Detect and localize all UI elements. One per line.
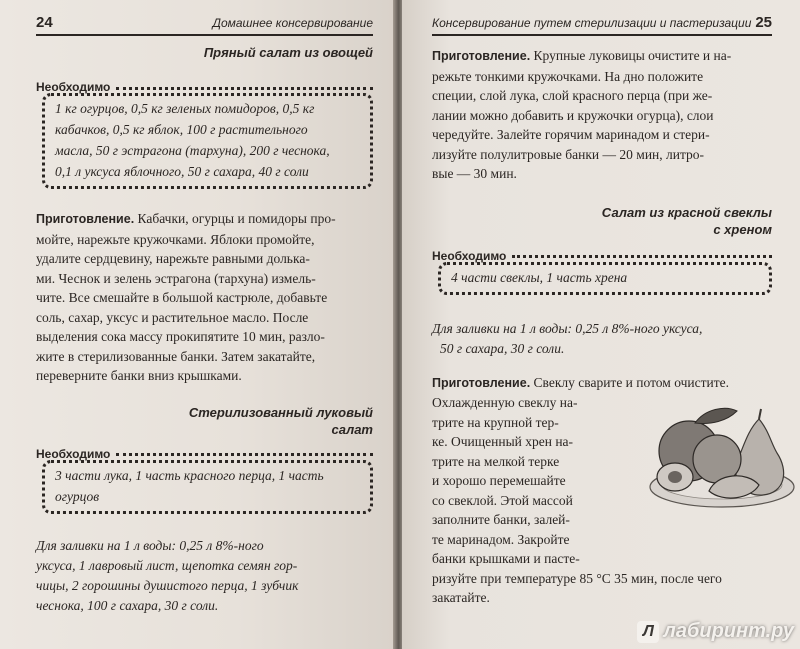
brine-line: Для заливки на 1 л воды: 0,25 л 8%-ного [36,537,264,553]
prep-line: удалите сердцевину, нарежьте равными долька- [36,251,310,266]
prep-label: Приготовление. [432,49,531,63]
prep-line: и хорошо перемешайте [432,473,566,488]
prep-line: трите на крупной тер- [432,414,559,430]
prep-line: лании можно добавить и кружочки огурца), слои [432,107,714,123]
prep-line: закатайте. [432,590,490,605]
prep-line: ке. Очищенный хрен на- [432,434,574,449]
prep-line: те маринадом. Закройте [432,531,570,547]
prep-line: со свеклой. Этой массой [432,492,573,508]
ingredient-line: 1 кг огурцов, 0,5 кг зеленых помидоров, 0,5 кг [55,101,315,116]
preparation-block-2 [432,46,772,184]
brine-block-2 [36,536,373,616]
prep-line: жите в стерилизованные банки. Затем закатайте, [36,348,316,364]
ingredients-block-1 [36,79,373,189]
ingredients-box [438,262,772,295]
page-number-left: 24 [36,14,53,31]
prep-line: трите на мелкой терке [432,453,560,469]
prep-line: Охлажденную свеклу на- [432,395,578,410]
prep-line: вые — 30 мин. [432,166,517,181]
needed-label: Необходимо [36,80,111,94]
dotted-divider [116,453,373,456]
brine-line: чеснока, 100 г сахара, 30 г соли. [36,597,219,613]
left-page [0,0,395,649]
prep-line: мойте, нарежьте кружочками. Яблоки промойте, [36,231,315,247]
ingredient-line: кабачков, 0,5 кг яблок, 100 г растительного [55,122,308,137]
needed-label: Необходимо [432,248,507,263]
prep-label: Приготовление. [36,212,135,226]
dotted-divider [512,255,772,258]
running-head-right [432,0,772,36]
recipe-title-onion-salad: Стерилизованный луковый салат [188,404,373,437]
right-page [402,0,800,649]
prep-line: Приготовление. Кабачки, огурцы и помидоры про- [36,211,336,226]
prep-line: лизуйте полулитровые банки — 20 мин, литро- [432,146,705,162]
prep-line: заполните банки, залей- [432,512,570,527]
prep-line: чередуйте. Залейте горячим маринадом и стери- [432,127,710,142]
prep-line: режьте тонкими кружочками. На дно положите [432,68,704,84]
ingredients-block-3 [432,248,772,295]
ingredients-box [42,93,373,189]
ingredients-box [42,460,373,514]
running-title-right: Консервирование путем стерилизации и пастеризации [432,16,752,30]
watermark [637,620,794,643]
ingredient-line: 4 части свеклы, 1 часть хрена [451,269,628,285]
recipe-title-spicy-salad: Пряный салат из овощей [203,45,373,60]
prep-line: соль, сахар, уксус и растительное масло. После [36,309,309,325]
brine-line: Для заливки на 1 л воды: 0,25 л 8%-ного уксуса, [432,320,703,336]
prep-narrow-column [432,393,622,569]
page-number-right: 25 [755,14,772,31]
prep-line: банки крышками и пасте- [432,551,580,566]
running-title-left: Домашнее консервирование [212,16,373,30]
ingredients-block-2 [36,446,373,514]
recipe-title-beet-salad: Салат из красной свеклы с хреном [601,204,772,237]
labirint-logo-icon: Л [637,621,659,643]
brine-line: уксуса, 1 лавровый лист, щепотка семян гор- [36,557,298,573]
fruit-illustration [647,401,797,513]
brine-line: 50 г сахара, 30 г соли. [440,340,565,356]
running-head-left [36,0,373,36]
ingredient-line: 3 части лука, 1 часть красного перца, 1 часть [55,467,324,483]
prep-label: Приготовление. [432,375,531,390]
prep-line: выделения сока массу прокипятите 10 мин, разло- [36,329,325,344]
prep-line: Приготовление. Крупные луковицы очистите и на- [432,48,732,63]
prep-line: ми. Чеснок и зелень эстрагона (тархуна) измель- [36,270,316,286]
prep-line: переверните банки вниз крышками. [36,368,242,383]
preparation-block-1 [36,209,373,386]
prep-line: специи, слой лука, слой красного перца (при же- [432,88,713,103]
brine-block-3 [432,319,772,359]
ingredient-line: масла, 50 г эстрагона (тархуна), 200 г чеснока, [55,143,330,158]
ingredient-line: огурцов [55,488,100,504]
prep-line: чите. Все смешайте в большой кастрюле, добавьте [36,290,328,305]
ingredient-line: 0,1 л уксуса яблочного, 50 г сахара, 40 г соли [55,164,309,179]
preparation-block-3 [432,373,772,608]
prep-line: Приготовление. Свеклу сварите и потом очистите. [432,374,730,390]
watermark-text: лабиринт.ру [663,620,794,642]
brine-line: чицы, 2 горошины душистого перца, 1 зубчик [36,577,299,593]
prep-line: ризуйте при температуре 85 °С 35 мин, после чего [432,570,722,586]
dotted-divider [116,87,373,90]
needed-label: Необходимо [36,446,111,461]
